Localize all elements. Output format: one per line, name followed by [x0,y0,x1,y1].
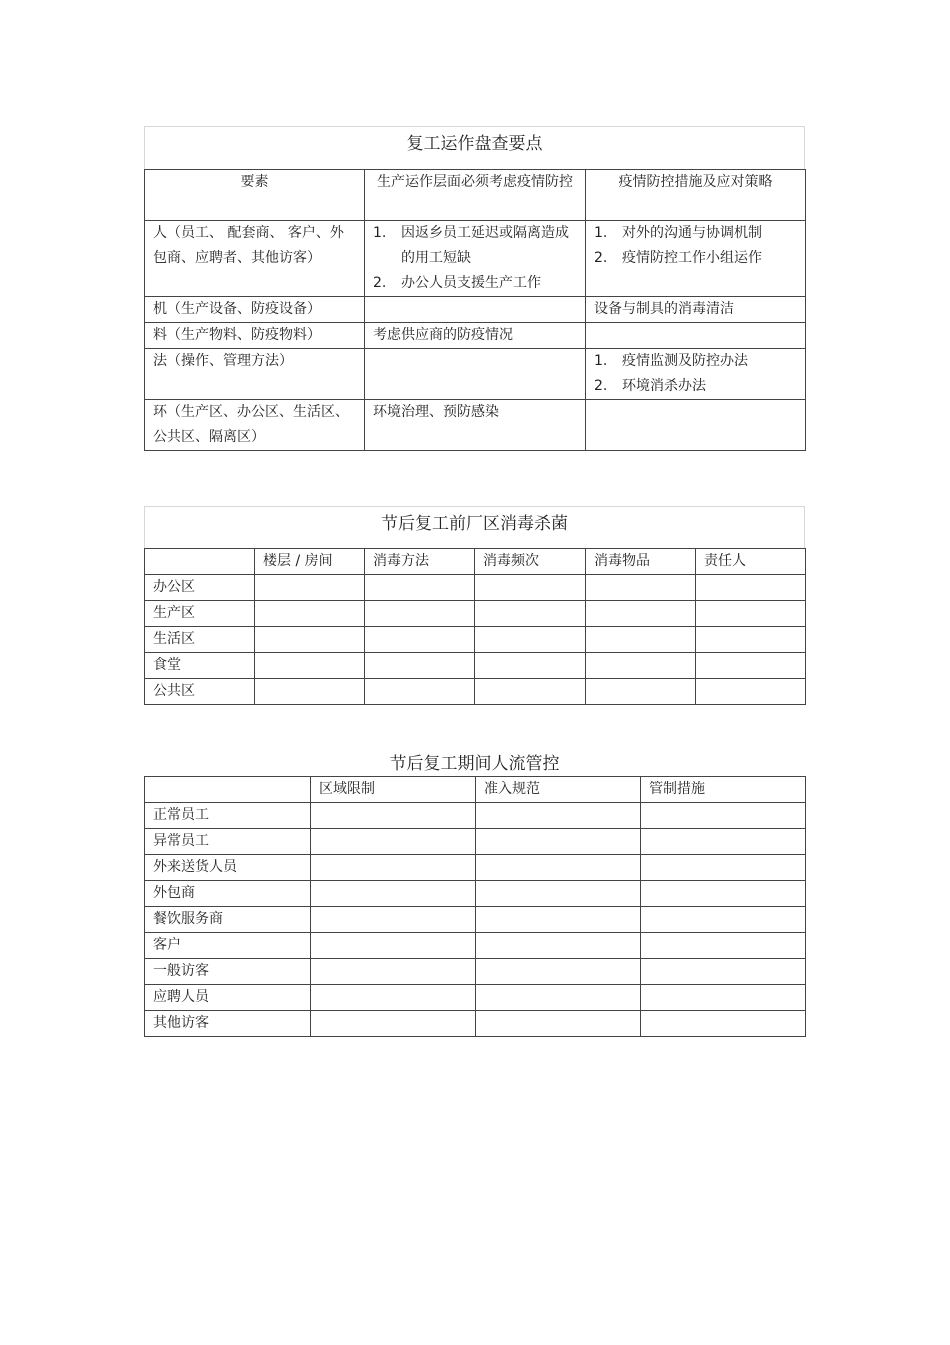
list-item [594,374,797,399]
row-label: 公共区 [145,679,255,705]
table-row [145,855,806,881]
table-header-row [145,170,806,221]
row-label: 生产区 [145,601,255,627]
list-item [594,246,797,271]
table-cell[interactable] [365,679,475,705]
table-cell[interactable] [365,575,475,601]
table-cell[interactable] [311,1011,476,1037]
table-cell[interactable] [476,803,641,829]
factor-cell: 料（生产物料、防疫物料） [145,323,365,349]
disinfection-table [144,548,806,705]
table-cell[interactable] [476,985,641,1011]
table-cell[interactable] [311,933,476,959]
table-cell[interactable] [311,829,476,855]
table-cell[interactable] [586,679,696,705]
table-cell[interactable] [641,855,806,881]
table-cell[interactable] [696,679,806,705]
table-cell[interactable] [641,985,806,1011]
table-header-row [145,777,806,803]
table-cell[interactable] [311,881,476,907]
table-cell[interactable] [476,1011,641,1037]
people-flow-title: 节后复工期间人流管控 [389,754,560,774]
row-label: 外包商 [145,881,311,907]
table-cell[interactable] [311,803,476,829]
inspection-points-title: 复工运作盘查要点 [144,126,805,169]
row-label: 应聘人员 [145,985,311,1011]
list-number: 1. [594,353,608,369]
list-item [594,221,797,246]
table-row [145,933,806,959]
table-cell[interactable] [476,855,641,881]
table-cell[interactable] [365,653,475,679]
table-header-row [145,549,806,575]
people-flow-section [144,750,805,1037]
table-cell[interactable] [586,627,696,653]
inspection-points-table [144,169,806,451]
table-cell[interactable] [255,575,365,601]
table-cell[interactable] [475,627,586,653]
table-cell[interactable] [476,933,641,959]
row-label: 一般访客 [145,959,311,985]
table-row [145,297,806,323]
table-cell[interactable] [586,575,696,601]
table-cell[interactable] [586,601,696,627]
table-cell[interactable] [641,933,806,959]
table-cell[interactable] [365,627,475,653]
people-flow-table [144,776,806,1037]
row-label: 办公区 [145,575,255,601]
table-cell[interactable] [476,881,641,907]
table-cell[interactable] [696,653,806,679]
table-row [145,803,806,829]
table-cell[interactable] [641,907,806,933]
production-cell: 环境治理、预防感染 [365,400,586,451]
list-text: 对外的沟通与协调机制 [622,225,762,241]
inspection-points-section [144,126,805,451]
table-row [145,1011,806,1037]
table-row [145,959,806,985]
list-number: 2. [373,275,387,291]
list-number: 2. [594,250,608,266]
table-cell[interactable] [255,627,365,653]
table-cell[interactable] [641,829,806,855]
table-cell[interactable] [696,601,806,627]
row-label: 客户 [145,933,311,959]
list-text: 因返乡员工延迟或隔离造成的用工短缺 [401,225,569,266]
measures-list [594,221,797,271]
header-method: 消毒方法 [365,549,475,575]
header-area-limit: 区域限制 [311,777,476,803]
row-label: 正常员工 [145,803,311,829]
table-cell[interactable] [696,627,806,653]
header-supplies: 消毒物品 [586,549,696,575]
table-cell[interactable] [475,575,586,601]
table-cell[interactable] [475,679,586,705]
table-row [145,985,806,1011]
disinfection-section [144,506,805,705]
header-measures: 疫情防控措施及应对策略 [586,170,806,221]
header-responsible: 责任人 [696,549,806,575]
header-empty [145,549,255,575]
table-cell[interactable] [255,601,365,627]
list-item [373,271,577,296]
header-production: 生产运作层面必须考虑疫情防控 [365,170,586,221]
production-cell [365,221,586,297]
factor-cell: 环（生产区、办公区、生活区、公共区、隔离区） [145,400,365,451]
production-cell: 考虑供应商的防疫情况 [365,323,586,349]
measures-cell: 设备与制具的消毒清洁 [586,297,806,323]
table-row [145,907,806,933]
list-text: 环境消杀办法 [622,378,706,394]
list-text: 疫情防控工作小组运作 [622,250,762,266]
table-cell[interactable] [255,653,365,679]
header-floor-room: 楼层 / 房间 [255,549,365,575]
table-row [145,349,806,400]
table-cell[interactable] [475,653,586,679]
row-label: 外来送货人员 [145,855,311,881]
row-label: 其他访客 [145,1011,311,1037]
disinfection-title: 节后复工前厂区消毒杀菌 [144,506,805,548]
production-cell [365,297,586,323]
table-row [145,221,806,297]
table-cell[interactable] [476,907,641,933]
measures-list [594,349,797,399]
table-cell[interactable] [641,1011,806,1037]
header-factor: 要素 [145,170,365,221]
row-label: 食堂 [145,653,255,679]
measures-cell [586,349,806,400]
factor-cell: 机（生产设备、防疫设备） [145,297,365,323]
table-row [145,400,806,451]
table-cell[interactable] [696,575,806,601]
table-cell[interactable] [311,855,476,881]
row-label: 异常员工 [145,829,311,855]
table-row [145,601,806,627]
header-empty [145,777,311,803]
table-cell[interactable] [641,881,806,907]
list-item [373,221,577,271]
table-cell[interactable] [311,985,476,1011]
measures-cell [586,221,806,297]
measures-cell [586,323,806,349]
header-frequency: 消毒频次 [475,549,586,575]
table-row [145,575,806,601]
table-cell[interactable] [255,679,365,705]
table-row [145,627,806,653]
table-cell[interactable] [641,959,806,985]
list-text: 疫情监测及防控办法 [622,353,748,369]
header-control-measures: 管制措施 [641,777,806,803]
table-cell[interactable] [641,803,806,829]
table-cell[interactable] [311,907,476,933]
production-cell [365,349,586,400]
list-text: 办公人员支援生产工作 [401,275,541,291]
table-row [145,653,806,679]
table-row [145,881,806,907]
measures-cell [586,400,806,451]
table-cell[interactable] [476,829,641,855]
table-cell[interactable] [365,601,475,627]
factor-cell: 法（操作、管理方法） [145,349,365,400]
row-label: 餐饮服务商 [145,907,311,933]
table-row [145,829,806,855]
table-row [145,679,806,705]
factor-cell: 人（员工、 配套商、 客户、外包商、应聘者、其他访客） [145,221,365,297]
header-access-rules: 准入规范 [476,777,641,803]
list-item [594,349,797,374]
table-cell[interactable] [586,653,696,679]
table-cell[interactable] [476,959,641,985]
table-row [145,323,806,349]
list-number: 1. [373,225,387,241]
table-cell[interactable] [311,959,476,985]
row-label: 生活区 [145,627,255,653]
production-list [373,221,577,296]
list-number: 1. [594,225,608,241]
list-number: 2. [594,378,608,394]
table-cell[interactable] [475,601,586,627]
